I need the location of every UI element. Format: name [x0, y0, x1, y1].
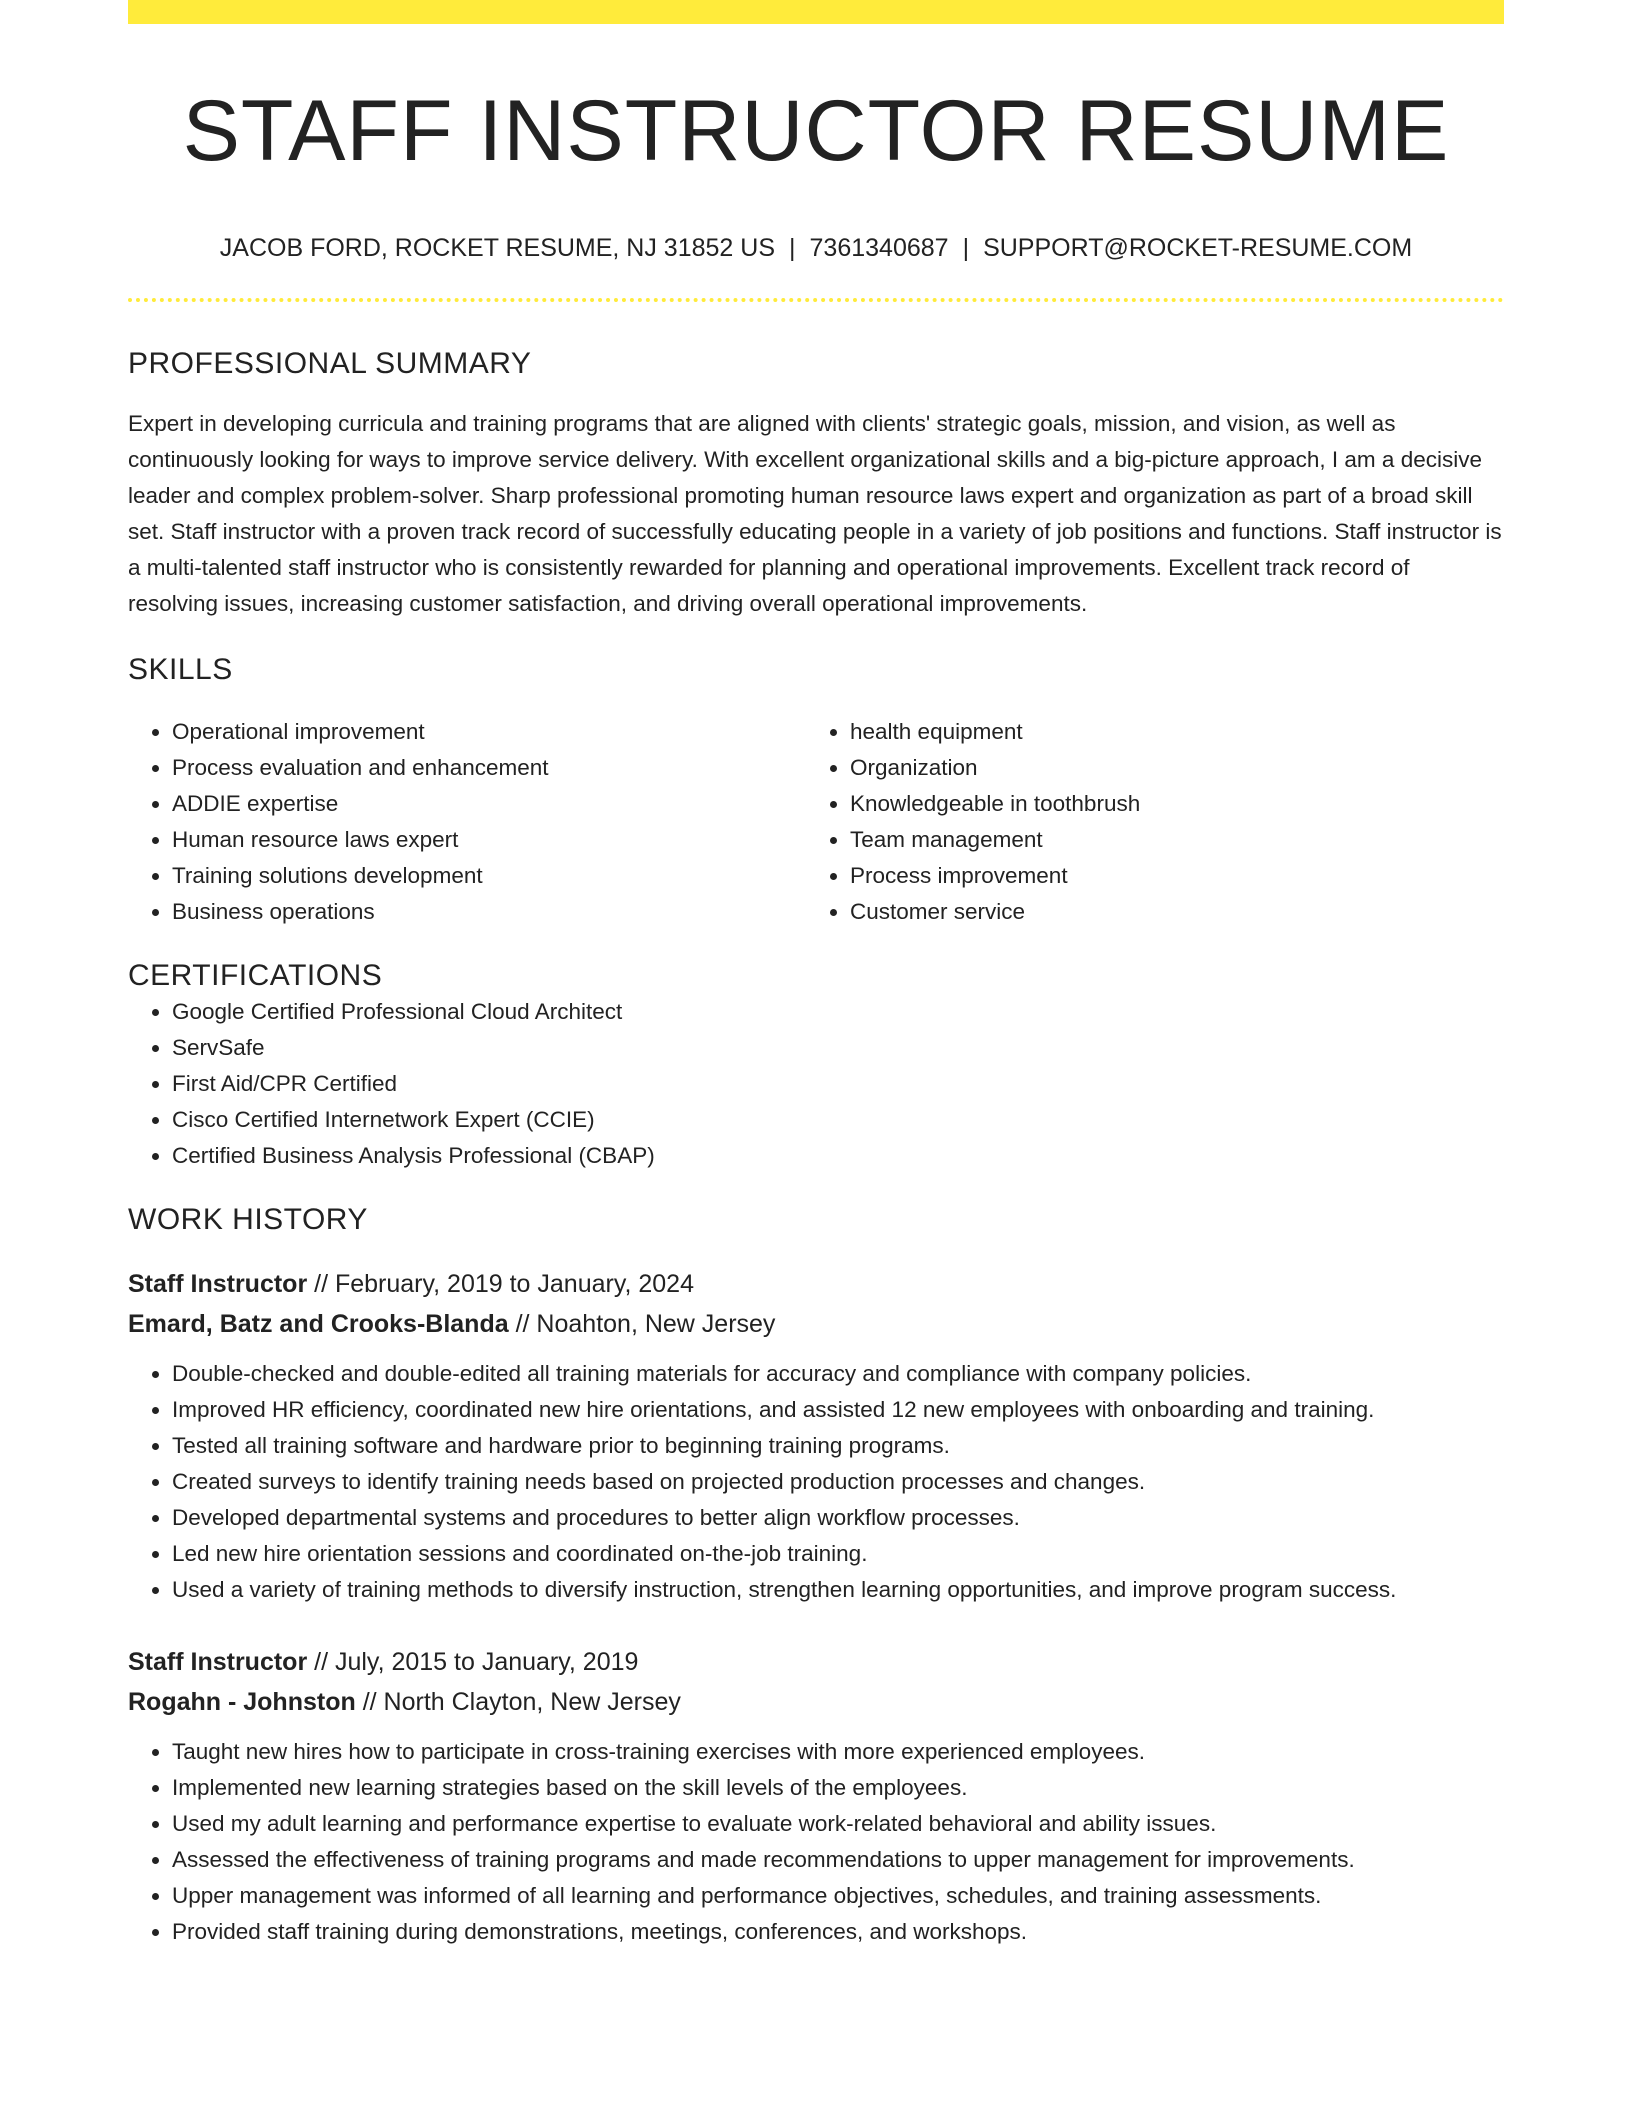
job-company-line	[128, 1304, 1504, 1344]
list-item: • Human resource laws expert	[172, 822, 806, 858]
job-title-line	[128, 1264, 1504, 1304]
contact-line	[128, 233, 1504, 263]
skills-column-right	[806, 714, 1484, 930]
contact-separator: |	[789, 233, 796, 262]
list-item: • Organization	[850, 750, 1484, 786]
work-history-heading: WORK HISTORY	[128, 1202, 368, 1236]
job-entry	[128, 1264, 1504, 1608]
summary-heading: PROFESSIONAL SUMMARY	[128, 346, 532, 380]
list-item: • Google Certified Professional Cloud Architect	[172, 994, 1504, 1030]
list-item: • Developed departmental systems and procedures to better align workflow processes.	[172, 1500, 1504, 1536]
skills-heading: SKILLS	[128, 652, 233, 686]
job-entry	[128, 1642, 1504, 1950]
job-company: Rogahn - Johnston	[128, 1687, 356, 1716]
list-item: • Team management	[850, 822, 1484, 858]
list-item: • Led new hire orientation sessions and coordinated on-the-job training.	[172, 1536, 1504, 1572]
job-duties-list	[128, 1356, 1504, 1608]
list-item: • Process improvement	[850, 858, 1484, 894]
skills-column-left	[128, 714, 806, 930]
list-item: • Training solutions development	[172, 858, 806, 894]
list-item: • First Aid/CPR Certified	[172, 1066, 1504, 1102]
top-accent-bar	[128, 0, 1504, 24]
list-item: • Process evaluation and enhancement	[172, 750, 806, 786]
contact-email: SUPPORT@ROCKET-RESUME.COM	[983, 233, 1413, 262]
list-item: • ADDIE expertise	[172, 786, 806, 822]
skills-grid	[128, 714, 1504, 930]
job-title: Staff Instructor	[128, 1647, 308, 1676]
job-duties-list	[128, 1734, 1504, 1950]
skills-list-right	[806, 714, 1484, 930]
certifications-heading: CERTIFICATIONS	[128, 958, 383, 992]
job-title: Staff Instructor	[128, 1269, 308, 1298]
job-location: // Noahton, New Jersey	[508, 1309, 776, 1338]
job-dates: // February, 2019 to January, 2024	[307, 1269, 694, 1298]
job-dates: // July, 2015 to January, 2019	[307, 1647, 639, 1676]
contact-separator: |	[962, 233, 970, 262]
job-title-line	[128, 1642, 1504, 1682]
certifications-list	[128, 994, 1504, 1174]
list-item: • Assessed the effectiveness of training programs and made recommendations to upper management for improvements.	[172, 1842, 1504, 1878]
job-company-line	[128, 1682, 1504, 1722]
summary-text: Expert in developing curricula and training programs that are aligned with clients' strategic goals, mission, and vision, as well as continuously looking for ways to improve service delivery. With excellent organizational skills and a big-picture approach, I am a decisive leader and complex problem-solver. Sharp professional promoting human resource laws expert and organization as part of a broad skill set. Staff instructor with a proven track record of successfully educating people in a variety of job positions and functions. Staff instructor is a multi-talented staff instructor who is consistently rewarded for planning and operational improvements. Excellent track record of resolving issues, increasing customer satisfaction, and driving overall operational improvements.	[128, 410, 1502, 616]
list-item: • Upper management was informed of all learning and performance objectives, schedules, and training assessments.	[172, 1878, 1504, 1914]
list-item: • Created surveys to identify training needs based on projected production processes and changes.	[172, 1464, 1504, 1500]
dotted-divider	[128, 298, 1504, 302]
resume-page	[128, 0, 1504, 1950]
list-item: • Knowledgeable in toothbrush	[850, 786, 1484, 822]
list-item: • Tested all training software and hardware prior to beginning training programs.	[172, 1428, 1504, 1464]
contact-phone: 7361340687	[809, 233, 949, 262]
list-item: • Used a variety of training methods to diversify instruction, strengthen learning opportunities, and improve program success.	[172, 1572, 1504, 1608]
list-item: • Certified Business Analysis Professional (CBAP)	[172, 1138, 1504, 1174]
contact-name-address: JACOB FORD, ROCKET RESUME, NJ 31852 US	[219, 233, 776, 262]
list-item: • Provided staff training during demonstrations, meetings, conferences, and workshops.	[172, 1914, 1504, 1950]
resume-title: STAFF INSTRUCTOR RESUME	[182, 83, 1450, 179]
list-item: • Implemented new learning strategies based on the skill levels of the employees.	[172, 1770, 1504, 1806]
list-item: • Business operations	[172, 894, 806, 930]
list-item: • Operational improvement	[172, 714, 806, 750]
list-item: • Taught new hires how to participate in cross-training exercises with more experienced employees.	[172, 1734, 1504, 1770]
list-item: • health equipment	[850, 714, 1484, 750]
list-item: • Double-checked and double-edited all training materials for accuracy and compliance with company policies.	[172, 1356, 1504, 1392]
job-location: // North Clayton, New Jersey	[355, 1687, 681, 1716]
list-item: • Improved HR efficiency, coordinated new hire orientations, and assisted 12 new employees with onboarding and training.	[172, 1392, 1504, 1428]
list-item: • ServSafe	[172, 1030, 1504, 1066]
list-item: • Used my adult learning and performance expertise to evaluate work-related behavioral and ability issues.	[172, 1806, 1504, 1842]
list-item: • Customer service	[850, 894, 1484, 930]
list-item: • Cisco Certified Internetwork Expert (CCIE)	[172, 1102, 1504, 1138]
skills-list-left	[128, 714, 806, 930]
job-company: Emard, Batz and Crooks-Blanda	[128, 1309, 509, 1338]
